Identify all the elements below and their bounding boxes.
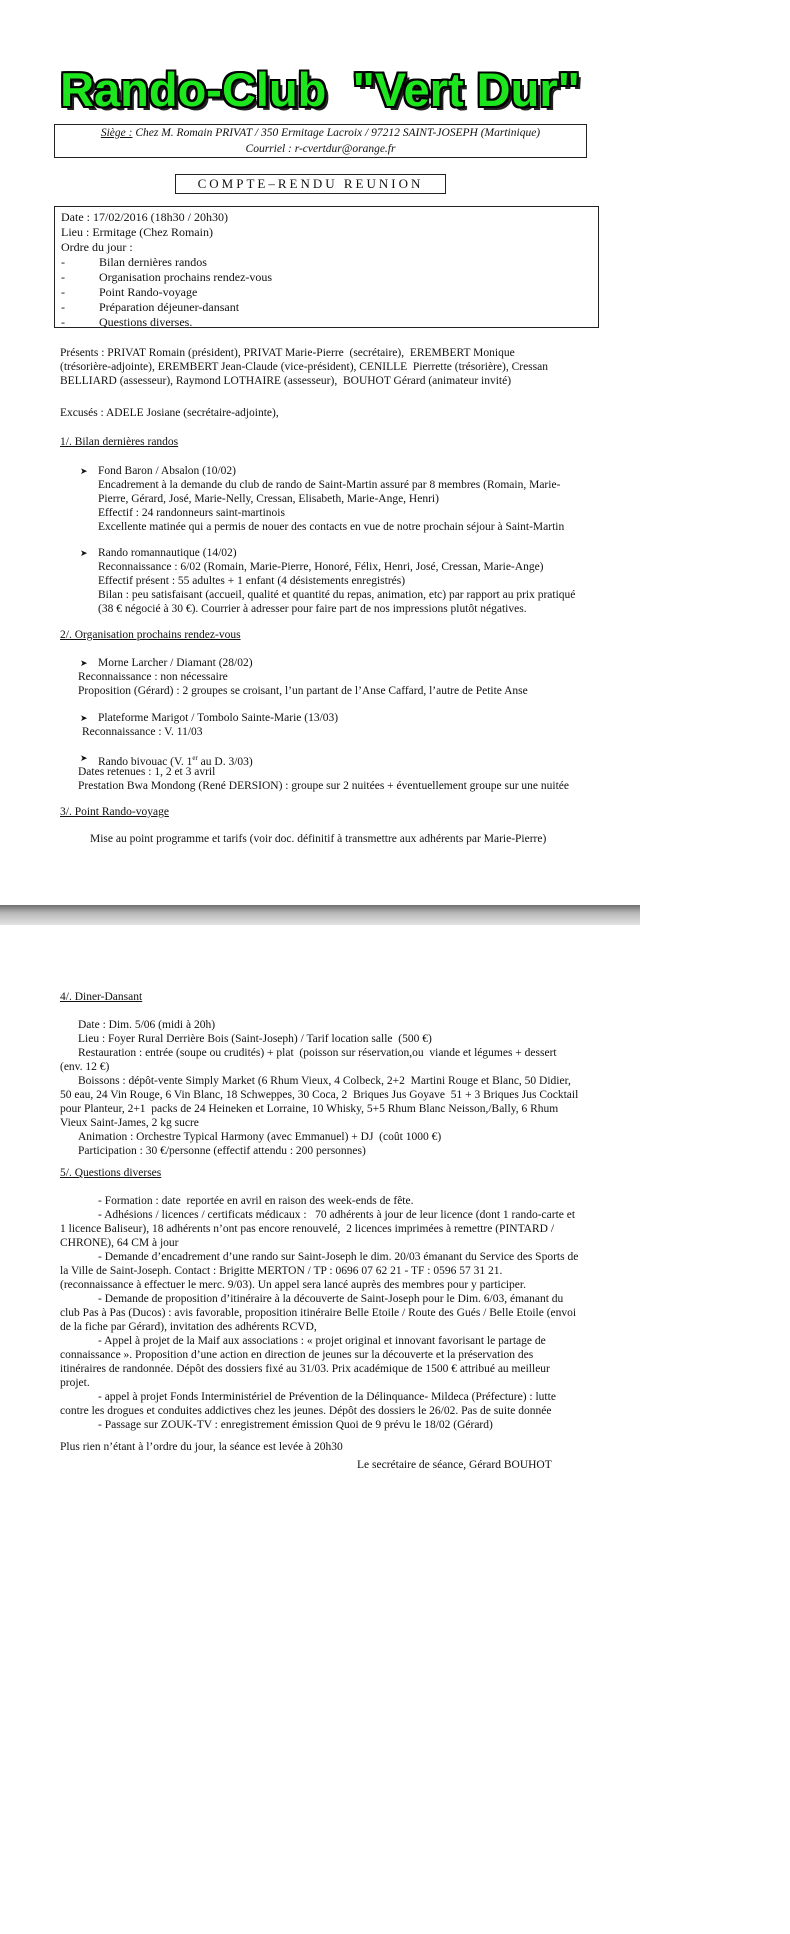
section-2-item-3 (80, 751, 600, 793)
page-1 (0, 0, 640, 905)
agenda-item (61, 270, 598, 285)
item-heading-sup: er (192, 754, 198, 762)
signature: Le secrétaire de séance, Gérard BOUHOT (357, 1459, 552, 1471)
question-line: - Appel à projet de la Maif aux associations : « projet original et innovant favorisant le partage de (98, 1335, 546, 1347)
questions-diverses-text (60, 1194, 605, 1432)
item-body: Dates retenues : 1, 2 et 3 avril Prestation Bwa Mondong (René DERSION) : groupe sur 2 nuitées + éventuellement groupe sur une nuitée (78, 766, 569, 792)
diner-lieu: Lieu : Foyer Rural Derrière Bois (Saint-Joseph) / Tarif location salle (500 €) (78, 1033, 432, 1045)
question-line: (reconnaissance à effectuer le merc. 9/03). Un appel sera lancé auprès des membres pour y participer. (60, 1279, 526, 1291)
item-body: Encadrement à la demande du club de rando de Saint-Martin assuré par 8 membres (Romain, Marie- Pierre, Gérard, José, Marie-Nelly, Cressan, Elisabeth, Marie-Ange, Henri) Effectif : 24 randonneurs saint-martinois Excellente matinée qui a permis de nouer des contacts en vue de notre prochain séjour à Saint-Martin (98, 479, 565, 533)
section-3-heading: 3/. Point Rando-voyage (60, 806, 169, 818)
agenda-date: Date : 17/02/2016 (18h30 / 20h30) (61, 210, 228, 224)
question-line: - Passage sur ZOUK-TV : enregistrement émission Quoi de 9 prévu le 18/02 (Gérard) (98, 1419, 493, 1431)
section-1-item-1 (80, 464, 600, 534)
item-body: Reconnaissance : non nécessaire Proposition (Gérard) : 2 groupes se croisant, l’un partant de l’Anse Caffard, l’autre de Petite Anse (78, 671, 528, 697)
courriel: Courriel : r-cvertdur@orange.fr (245, 143, 396, 155)
triangle-bullet-icon: ➤ (80, 713, 88, 723)
agenda-item (61, 255, 598, 270)
agenda-item-text: Questions diverses. (99, 315, 193, 329)
agenda-item (61, 285, 598, 300)
triangle-bullet-icon: ➤ (80, 548, 88, 558)
question-line: - Demande de proposition d’itinéraire à la découverte de Saint-Joseph pour le Dim. 6/03, émanant du (98, 1293, 564, 1305)
question-line: club Pas à Pas (Ducos) : avis favorable, proposition itinéraire Belle Etoile / Route des Gués / Belle Etoile (envoi (60, 1307, 577, 1319)
agenda-dash: - (61, 255, 65, 269)
question-line: CHRONE), 64 CM à jour (60, 1237, 179, 1249)
question-line: connaissance ». Proposition d’une action en direction de jeunes sur la découverte et la préservation des (60, 1349, 534, 1361)
page-divider (0, 905, 640, 925)
closing-text: Plus rien n’étant à l’ordre du jour, la séance est levée à 20h30 (60, 1441, 343, 1453)
agenda-dash: - (61, 300, 65, 314)
diner-animation: Animation : Orchestre Typical Harmony (avec Emmanuel) + DJ (coût 1000 €) (78, 1131, 442, 1143)
agenda-item-text: Préparation déjeuner-dansant (99, 300, 240, 314)
agenda-item-text: Organisation prochains rendez-vous (99, 270, 273, 284)
agenda-dash: - (61, 285, 65, 299)
question-line: contre les drogues et conduites addictives chez les jeunes. Dépôt des dossiers le 26/02. Pas de suite donnée (60, 1405, 552, 1417)
triangle-bullet-icon: ➤ (80, 466, 88, 476)
item-heading: Morne Larcher / Diamant (28/02) (98, 657, 253, 669)
diner-participation: Participation : 30 €/personne (effectif attendu : 200 personnes) (78, 1145, 366, 1157)
section-2-item-1 (80, 656, 600, 698)
question-line: - Demande d’encadrement d’une rando sur Saint-Joseph le dim. 20/03 émanant du Service des Sports de (98, 1251, 579, 1263)
siege-address: Chez M. Romain PRIVAT / 350 Ermitage Lacroix / 97212 SAINT-JOSEPH (Martinique) (132, 127, 541, 139)
question-line: itinéraires de randonnée. Dépôt des dossiers fixé au 31/03. Prix académique de 1500 € attribué au meilleur (60, 1363, 550, 1375)
triangle-bullet-icon: ➤ (80, 658, 88, 668)
siege-label: Siège : (100, 127, 133, 139)
item-heading: Rando romannautique (14/02) (98, 547, 237, 559)
item-heading: Fond Baron / Absalon (10/02) (98, 465, 236, 477)
section-1-heading: 1/. Bilan dernières randos (60, 436, 179, 448)
section-2-heading: 2/. Organisation prochains rendez-vous (60, 629, 241, 641)
section-1-item-2 (80, 546, 600, 616)
section-5-heading: 5/. Questions diverses (60, 1167, 162, 1179)
section-3-text: Mise au point programme et tarifs (voir doc. définitif à transmettre aux adhérents par Marie-Pierre) (90, 833, 547, 845)
question-line: de la fiche par Gérard), invitation des adhérents RCVD, (60, 1321, 317, 1333)
item-body: Reconnaissance : 6/02 (Romain, Marie-Pierre, Honoré, Félix, Henri, José, Cressan, Marie-Ange) Effectif présent : 55 adultes + 1 enfant (4 désistements enregistrés) Bilan : peu satisfaisant (accueil, qualité et quantité du repas, animation, etc) par rapport au prix pratiqué (38 € négocié à 30 €). Courrier à adresser pour faire part de nos impressions plutôt négatives. (98, 561, 576, 615)
agenda-dash: - (61, 270, 65, 284)
question-line: projet. (60, 1377, 90, 1389)
question-line: - Formation : date reportée en avril en raison des week-ends de fête. (98, 1195, 414, 1207)
agenda-lieu: Lieu : Ermitage (Chez Romain) (61, 225, 213, 239)
presents-text: Présents : PRIVAT Romain (président), PRIVAT Marie-Pierre (secrétaire), EREMBERT Monique (trésorière-adjointe), EREMBERT Jean-Claude (vice-président), CENILLE Pierrette (trésorière), Cressan BELLIARD (assesseur), Raymond LOTHAIRE (assesseur), BOUHOT Gérard (animateur invité) (60, 347, 548, 387)
club-title: Rando-Club "Vert Dur" (60, 63, 580, 116)
triangle-bullet-icon: ➤ (80, 753, 88, 763)
item-body: Reconnaissance : V. 11/03 (82, 726, 203, 738)
agenda-item (61, 315, 598, 330)
diner-date: Date : Dim. 5/06 (midi à 20h) (78, 1019, 216, 1031)
item-heading-part: au D. 3/03) (197, 755, 253, 768)
agenda-dash: - (61, 315, 65, 329)
question-line: la Ville de Saint-Joseph. Contact : Brigitte MERTON / TP : 0696 07 62 21 - TF : 0596 57 31 21. (60, 1265, 503, 1277)
question-line: - Adhésions / licences / certificats médicaux : 70 adhérents à jour de leur licence (dont 1 rando-carte et (98, 1209, 576, 1221)
excuses-text: Excusés : ADELE Josiane (secrétaire-adjointe), (60, 407, 279, 419)
agenda-item (61, 300, 598, 315)
question-line: 1 licence Baliseur), 18 adhérents n’ont pas encore renouvelé, 2 licences imprimées à remettre (PINTARD / (60, 1223, 555, 1235)
agenda-ordre: Ordre du jour : (61, 240, 133, 254)
section-4-heading: 4/. Diner-Dansant (60, 991, 143, 1003)
item-heading: Plateforme Marigot / Tombolo Sainte-Marie (13/03) (98, 712, 339, 724)
diner-boissons: Boissons : dépôt-vente Simply Market (6 Rhum Vieux, 4 Colbeck, 2+2 Martini Rouge et Blanc, 50 Didier, 50 eau, 24 Vin Rouge, 6 Vin Blanc, 18 Schweppes, 30 Coca, 2 Briques Jus Goyave 51 + 3 Briques Jus Cocktail pour Planteur, 2+1 packs de 24 Heineken et Lorraine, 10 Whisky, 5+5 Rhum Blanc Neisson,/Bally, 6 Rhum Vieux Saint-James, 2 kg sucre (60, 1075, 579, 1129)
document-title: COMPTE–RENDU REUNION (175, 174, 446, 194)
diner-restauration: Restauration : entrée (soupe ou crudités) + plat (poisson sur réservation,ou viande et légumes + dessert (env. 12 €) (60, 1047, 557, 1073)
page-2 (0, 925, 640, 1934)
section-2-item-2 (80, 711, 600, 739)
agenda-box (54, 206, 599, 328)
item-heading-part: Rando bivouac (V. 1 (98, 755, 193, 768)
siege-box (54, 124, 587, 158)
agenda-item-text: Bilan dernières randos (99, 255, 207, 269)
question-line: - appel à projet Fonds Interministériel de Prévention de la Délinquance- Mildeca (Préfecture) : lutte (98, 1391, 556, 1403)
agenda-item-text: Point Rando-voyage (99, 285, 198, 299)
